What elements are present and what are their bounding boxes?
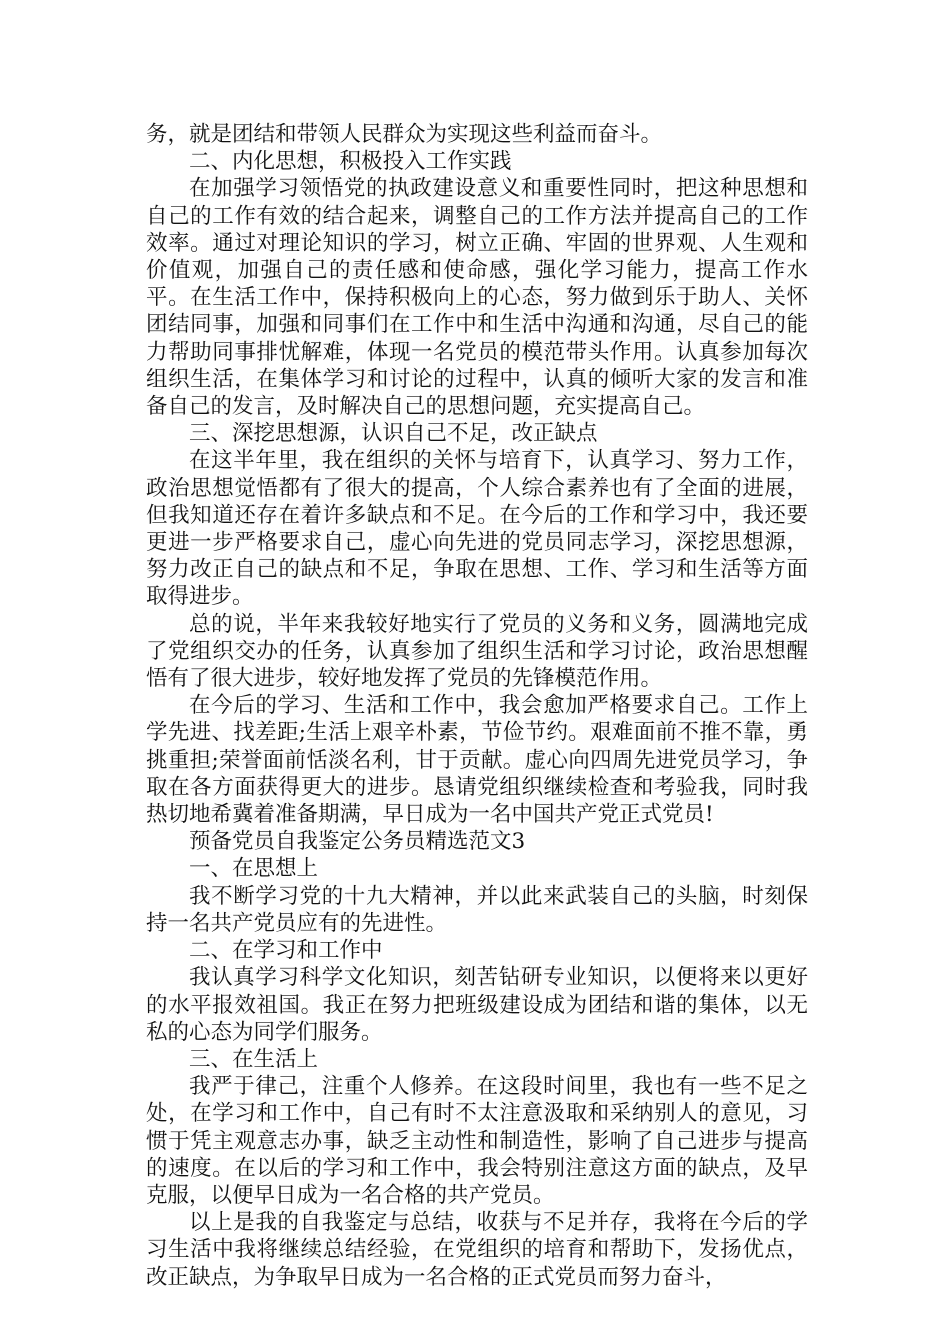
paragraph-body: 在加强学习领悟党的执政建设意义和重要性同时，把这种思想和自己的工作有效的结合起来，调整自己的工作方法并提高自己的工作效率。通过对理论知识的学习，树立正确、牢固的世界观、人生观和价值观，加强自己的责任感和使命感，强化学习能力，提高工作水平。在生活工作中，保持积极向上的心态，努力做到乐于助人、关怀团结同事，加强和同事们在工作中和生活中沟通和沟通，尽自己的能力帮助同事排忧解难，体现一名党员的模范带头作用。认真参加每次组织生活，在集体学习和讨论的过程中，认真的倾听大家的发言和准备自己的发言，及时解决自己的思想问题，充实提高自己。 [146,176,808,420]
paragraph-body: 我认真学习科学文化知识，刻苦钻研专业知识，以便将来以更好的水平报效祖国。我正在努力把班级建设成为团结和谐的集体，以无私的心态为同学们服务。 [146,965,808,1045]
paragraph-body: 在这半年里，我在组织的关怀与培育下，认真学习、努力工作，政治思想觉悟都有了很大的提高，个人综合素养也有了全面的进展，但我知道还存在着许多缺点和不足。在今后的工作和学习中，我还要更进一步严格要求自己，虚心向先进的党员同志学习，深挖思想源，努力改正自己的缺点和不足，争取在思想、工作、学习和生活等方面取得进步。 [146,448,808,610]
paragraph-body: 在今后的学习、生活和工作中，我会愈加严格要求自己。工作上学先进、找差距;生活上艰辛朴素，节俭节约。艰难面前不推不靠，勇挑重担;荣誉面前恬淡名利，甘于贡献。虚心向四周先进党员学习，争取在各方面获得更大的进步。恳请党组织继续检查和考验我，同时我热切地希冀着准备期满，早日成为一名中国共产党正式党员! [146,693,808,828]
section-heading-thought: 一、在思想上 [189,856,319,882]
section-heading-life: 三、在生活上 [189,1046,319,1072]
section-heading-internalize: 二、内化思想，积极投入工作实践 [189,149,512,175]
section-heading-study-work: 二、在学习和工作中 [189,938,383,964]
document-page [146,121,808,1291]
article-title: 预备党员自我鉴定公务员精选范文3 [189,829,526,855]
section-heading-shortcomings: 三、深挖思想源，认识自己不足，改正缺点 [189,421,598,447]
paragraph-body: 我严于律己，注重个人修养。在这段时间里，我也有一些不足之处，在学习和工作中，自己有时不太注意汲取和采纳别人的意见，习惯于凭主观意志办事，缺乏主动性和制造性，影响了自己进步与提高的速度。在以后的学习和工作中，我会特别注意这方面的缺点，及早克服，以便早日成为一名合格的共产党员。 [146,1074,808,1208]
paragraph-body: 总的说，半年来我较好地实行了党员的义务和义务，圆满地完成了党组织交办的任务，认真参加了组织生活和学习讨论，政治思想醒悟有了很大进步，较好地发挥了党员的先锋模范作用。 [146,611,808,692]
paragraph-body: 以上是我的自我鉴定与总结，收获与不足并存，我将在今后的学习生活中我将继续总结经验，在党组织的培育和帮助下，发扬优点，改正缺点，为争取早日成为一名合格的正式党员而努力奋斗， [146,1210,808,1290]
paragraph-body: 我不断学习党的十九大精神，并以此来武装自己的头脑，时刻保持一名共产党员应有的先进性。 [146,883,808,936]
paragraph-continuation: 务，就是团结和带领人民群众为实现这些利益而奋斗。 [146,122,663,147]
